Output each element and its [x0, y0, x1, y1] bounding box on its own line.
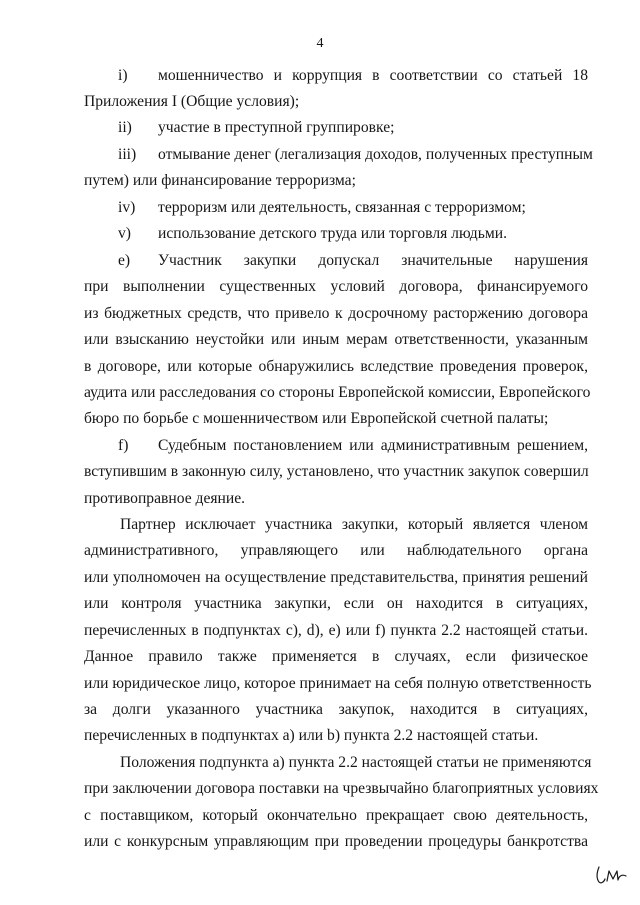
paragraph-partner-line: или юридическое лицо, которое принимает на себя полную ответственность: [84, 675, 592, 692]
paragraph-f-line: противоправное деяние.: [84, 490, 246, 507]
paragraph-partner-line: или уполномочен на осуществление представительства, принятия решений: [84, 569, 588, 586]
paragraph-partner-line: за долги указанного участника закупок, находится в ситуациях,: [84, 701, 588, 718]
list-marker-i: i): [118, 67, 128, 84]
handwritten-initials-mark: [594, 862, 630, 886]
paragraph-provisions-line: с поставщиком, который окончательно прекращает свою деятельность,: [84, 807, 588, 824]
paragraph-provisions-line: или с конкурсным управляющим при проведении процедуры банкротства: [84, 833, 588, 850]
list-marker-iv: iv): [118, 199, 136, 216]
paragraph-e-line: или взысканию неустойки или иным мерам ответственности, указанным: [84, 331, 588, 348]
list-item-i-continuation: Приложения I (Общие условия);: [84, 93, 300, 110]
paragraph-f-marker: f): [118, 437, 129, 454]
paragraph-e-line: из бюджетных средств, что привело к досрочному расторжению договора: [84, 305, 588, 322]
paragraph-e-line: в договоре, или которые обнаружились вследствие проведения проверок,: [84, 358, 588, 375]
list-item-i-text: мошенничество и коррупция в соответствии со статьей 18: [158, 67, 588, 84]
paragraph-e-line: аудита или расследования со стороны Европейской комиссии, Европейского: [84, 384, 591, 401]
paragraph-partner-line: административного, управляющего или наблюдательного органа: [84, 542, 588, 559]
page-number: 4: [316, 36, 324, 51]
list-item-ii-text: участие в преступной группировке;: [158, 119, 395, 136]
list-marker-ii: ii): [118, 119, 132, 136]
paragraph-e-line: бюро по борьбе с мошенничеством или Европейской счетной палаты;: [84, 410, 549, 427]
paragraph-partner-line: перечисленных в подпунктах а) или b) пункта 2.2 настоящей статьи.: [84, 727, 539, 744]
list-item-iv-text: терроризм или деятельность, связанная с терроризмом;: [158, 199, 526, 216]
paragraph-e-first-line: Участник закупки допускал значительные нарушения: [158, 252, 588, 269]
paragraph-f-line: вступившим в законную силу, установлено, что участник закупок совершил: [84, 463, 589, 480]
paragraph-e-marker: e): [118, 252, 131, 269]
paragraph-partner-line: Данное правило также применяется в случаях, если физическое: [84, 648, 588, 665]
list-item-v-text: использование детского труда или торговля людьми.: [158, 225, 507, 242]
paragraph-provisions-line: при заключении договора поставки на чрезвычайно благоприятных условиях: [84, 780, 599, 797]
paragraph-partner-line: или контроля участника закупки, если он находится в ситуациях,: [84, 595, 588, 612]
list-marker-v: v): [118, 225, 131, 242]
list-item-iii-continuation: путем) или финансирование терроризма;: [84, 172, 356, 189]
list-marker-iii: iii): [118, 146, 137, 163]
paragraph-f-first-line: Судебным постановлением или административным решением,: [158, 437, 588, 454]
paragraph-partner-line: перечисленных в подпунктах c), d), e) или f) пункта 2.2 настоящей статьи.: [84, 622, 588, 639]
paragraph-partner-first-line: Партнер исключает участника закупки, который является членом: [120, 516, 588, 533]
list-item-iii-text: отмывание денег (легализация доходов, полученных преступным: [158, 146, 593, 163]
paragraph-e-line: при выполнении существенных условий договора, финансируемого: [84, 278, 588, 295]
paragraph-provisions-first-line: Положения подпункта а) пункта 2.2 настоящей статьи не применяются: [120, 754, 592, 771]
